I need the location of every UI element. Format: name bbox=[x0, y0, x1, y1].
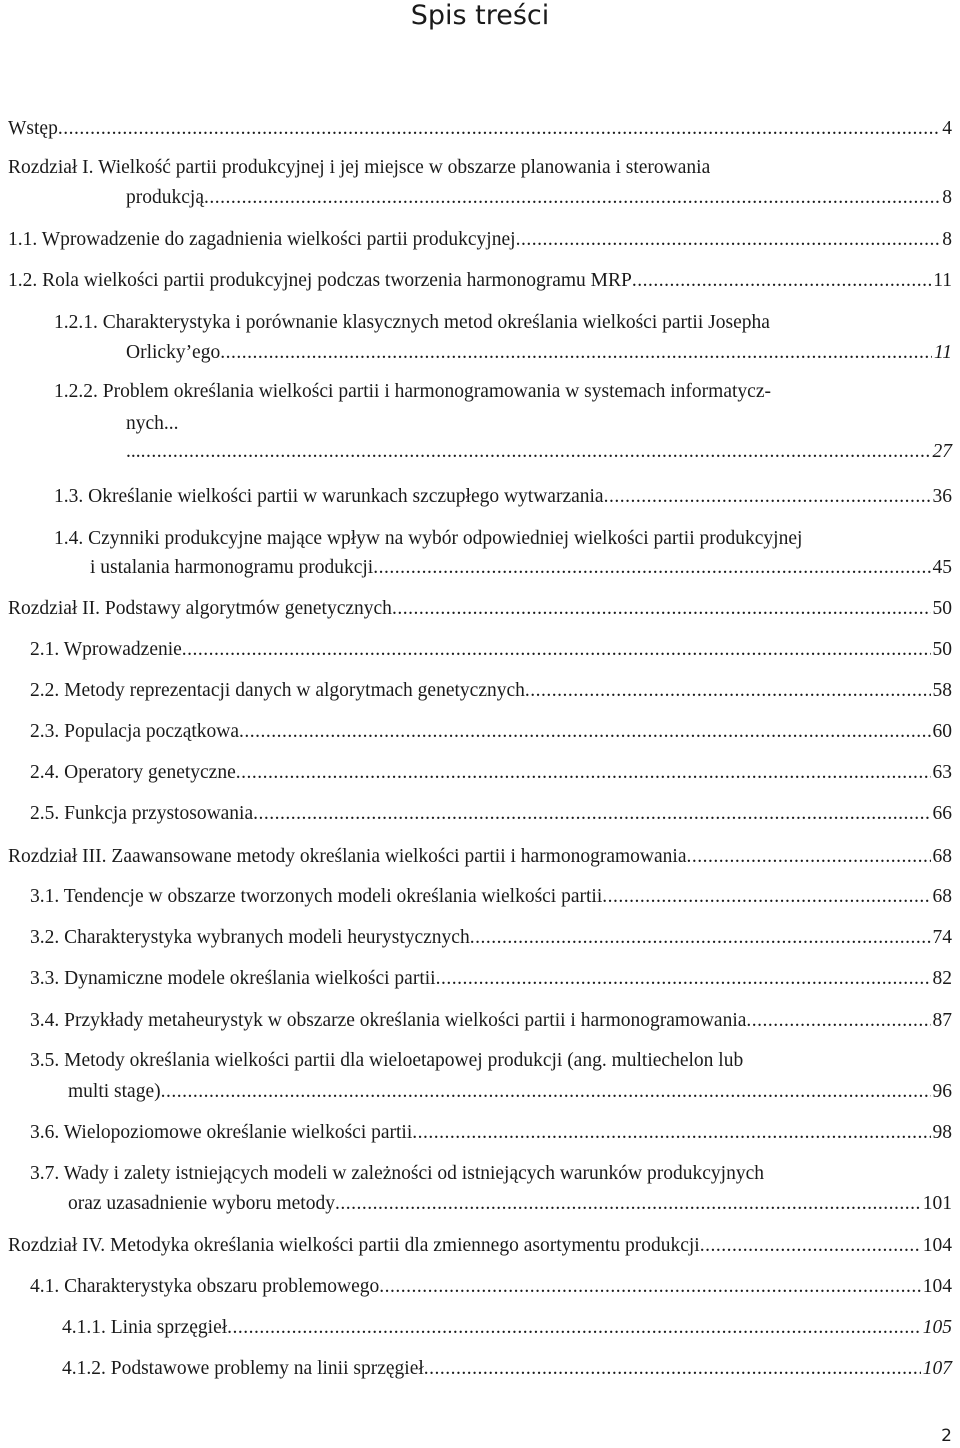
dot-leader bbox=[632, 269, 931, 293]
toc-entry-page: 96 bbox=[932, 1081, 952, 1102]
dot-leader bbox=[602, 885, 930, 909]
toc-entry[interactable] bbox=[54, 380, 771, 404]
dot-leader bbox=[516, 228, 941, 252]
dot-leader bbox=[335, 1192, 921, 1216]
toc-entry-page: 36 bbox=[932, 486, 952, 507]
toc-entry-text: produkcją bbox=[126, 187, 204, 208]
toc-entry[interactable] bbox=[8, 228, 952, 252]
toc-entry[interactable] bbox=[8, 156, 710, 180]
dot-leader bbox=[436, 967, 931, 991]
toc-entry-page: 27 bbox=[932, 441, 952, 462]
toc-entry-page: 74 bbox=[932, 927, 952, 948]
toc-entry[interactable] bbox=[54, 527, 802, 551]
toc-entry-text: Rozdział III. Zaawansowane metody określania wielkości partii i harmonogramowania bbox=[8, 846, 687, 867]
toc-entry-continuation[interactable] bbox=[68, 1080, 952, 1104]
toc-entry-text: 1.2.1. Charakterystyka i porównanie klasycznych metod określania wielkości partii Josepha bbox=[54, 312, 770, 333]
toc-entry-page: 82 bbox=[932, 968, 952, 989]
toc-entry-page: 87 bbox=[932, 1010, 952, 1031]
dot-leader bbox=[746, 1009, 930, 1033]
toc-entry-page: 104 bbox=[922, 1276, 952, 1297]
toc-entry-continuation[interactable] bbox=[126, 186, 952, 210]
toc-entry-page: 58 bbox=[932, 680, 952, 701]
toc-entry-text: 3.4. Przykłady metaheurystyk w obszarze określania wielkości partii i harmonogramowania bbox=[30, 1010, 747, 1031]
toc-entry-text: 1.1. Wprowadzenie do zagadnienia wielkości partii produkcyjnej bbox=[8, 229, 516, 250]
dot-leader bbox=[604, 485, 931, 509]
toc-entry-text: 3.5. Metody określania wielkości partii dla wieloetapowej produkcji (ang. multiechelon lub bbox=[30, 1050, 744, 1071]
toc-entry[interactable] bbox=[8, 117, 952, 141]
dot-leader bbox=[392, 597, 931, 621]
toc-entry-text: 4.1.2. Podstawowe problemy na linii sprzęgieł bbox=[62, 1358, 424, 1379]
toc-entry-continuation[interactable] bbox=[126, 440, 952, 464]
toc-entry-text: 4.1.1. Linia sprzęgieł bbox=[62, 1317, 228, 1338]
dot-leader bbox=[686, 845, 930, 869]
dot-leader bbox=[141, 440, 931, 464]
toc-entry-text: Rozdział I. Wielkość partii produkcyjnej i jej miejsce w obszarze planowania i sterowania bbox=[8, 157, 711, 178]
toc-entry-page: 107 bbox=[922, 1358, 952, 1379]
toc-entry-continuation[interactable] bbox=[126, 412, 179, 436]
toc-entry[interactable] bbox=[30, 1275, 952, 1299]
dot-leader bbox=[227, 1316, 921, 1340]
toc-entry-page: 105 bbox=[922, 1317, 952, 1338]
toc-entry-text: 1.3. Określanie wielkości partii w warunkach szczupłego wytwarzania bbox=[54, 486, 604, 507]
dot-leader bbox=[204, 186, 940, 210]
toc-entry-page: 68 bbox=[932, 886, 952, 907]
dot-leader bbox=[424, 1357, 921, 1381]
toc-entry-text: 1.2. Rola wielkości partii produkcyjnej podczas tworzenia harmonogramu MRP bbox=[8, 270, 632, 291]
toc-entry-page: 8 bbox=[942, 229, 952, 250]
toc-entry[interactable] bbox=[8, 269, 952, 293]
toc-entry[interactable] bbox=[30, 679, 952, 703]
toc-entry-text: oraz uzasadnienie wyboru metody bbox=[68, 1193, 335, 1214]
dot-leader bbox=[525, 679, 931, 703]
toc-entry-page: 4 bbox=[942, 118, 952, 139]
page-number: 2 bbox=[941, 1426, 952, 1446]
toc-entry-text: Rozdział IV. Metodyka określania wielkości partii dla zmiennego asortymentu produkcji bbox=[8, 1235, 700, 1256]
toc-entry-text: 2.2. Metody reprezentacji danych w algorytmach genetycznych bbox=[30, 680, 525, 701]
toc-entry[interactable] bbox=[30, 720, 952, 744]
toc-entry-page: 63 bbox=[932, 762, 952, 783]
toc-entry-continuation[interactable] bbox=[68, 1192, 952, 1216]
toc-entry[interactable] bbox=[30, 1049, 743, 1073]
dot-leader bbox=[182, 638, 931, 662]
toc-entry-text: Rozdział II. Podstawy algorytmów genetycznych bbox=[8, 598, 392, 619]
toc-entry[interactable] bbox=[30, 1162, 764, 1186]
toc-entry-text: Orlicky’ego bbox=[126, 342, 221, 363]
toc-entry-text: 1.2.2. Problem określania wielkości partii i harmonogramowania w systemach informatycz- bbox=[54, 381, 771, 402]
toc-entry-text: i ustalania harmonogramu produkcji bbox=[90, 557, 374, 578]
page-title: Spis treści bbox=[410, 0, 550, 31]
toc-entry-page: 11 bbox=[933, 270, 952, 291]
toc-entry-continuation[interactable] bbox=[90, 556, 952, 580]
toc-entry-page: 101 bbox=[922, 1193, 952, 1214]
toc-entry-text: 3.1. Tendencje w obszarze tworzonych modeli określania wielkości partii bbox=[30, 886, 603, 907]
toc-entry[interactable] bbox=[30, 761, 952, 785]
toc-entry[interactable] bbox=[54, 485, 952, 509]
toc-entry[interactable] bbox=[30, 1009, 952, 1033]
toc-entry-page: 60 bbox=[932, 721, 952, 742]
toc-entry[interactable] bbox=[8, 845, 952, 869]
toc-entry-page: 8 bbox=[942, 187, 952, 208]
toc-entry[interactable] bbox=[62, 1357, 952, 1381]
toc-entry-text: 1.4. Czynniki produkcyjne mające wpływ na wybór odpowiedniej wielkości partii produkcyjnej bbox=[54, 528, 803, 549]
toc-entry-page: 45 bbox=[932, 557, 952, 578]
toc-entry-text: nych... bbox=[126, 413, 179, 434]
toc-entry-text: 3.7. Wady i zalety istniejących modeli w zależności od istniejących warunków produkcyjnych bbox=[30, 1163, 764, 1184]
dot-leader bbox=[379, 1275, 920, 1299]
toc-entry-page: 68 bbox=[932, 846, 952, 867]
toc-entry[interactable] bbox=[62, 1316, 952, 1340]
toc-entry[interactable] bbox=[30, 638, 952, 662]
dot-leader bbox=[236, 761, 931, 785]
toc-entry-page: 66 bbox=[932, 803, 952, 824]
dot-leader bbox=[470, 926, 931, 950]
toc-entry-text: 3.3. Dynamiczne modele określania wielkości partii bbox=[30, 968, 436, 989]
toc-entry-text: Wstęp bbox=[8, 118, 58, 139]
toc-entry[interactable] bbox=[30, 885, 952, 909]
dot-leader bbox=[58, 117, 940, 141]
dot-leader bbox=[412, 1121, 930, 1145]
toc-entry-text: ... bbox=[126, 441, 141, 462]
toc-entry-page: 50 bbox=[932, 639, 952, 660]
dot-leader bbox=[253, 802, 930, 826]
toc-entry[interactable] bbox=[8, 597, 952, 621]
toc-entry-page: 104 bbox=[922, 1235, 952, 1256]
toc-entry[interactable] bbox=[8, 1234, 952, 1258]
toc-entry[interactable] bbox=[30, 967, 952, 991]
toc-entry-text: 2.1. Wprowadzenie bbox=[30, 639, 182, 660]
toc-entry-continuation[interactable] bbox=[126, 341, 952, 365]
toc-entry[interactable] bbox=[30, 926, 952, 950]
dot-leader bbox=[220, 341, 932, 365]
toc-entry[interactable] bbox=[30, 1121, 952, 1145]
toc-entry[interactable] bbox=[54, 311, 770, 335]
toc-entry-text: 2.5. Funkcja przystosowania bbox=[30, 803, 254, 824]
dot-leader bbox=[161, 1080, 931, 1104]
toc-entry-page: 11 bbox=[933, 342, 952, 363]
toc-entry-text: 2.3. Populacja początkowa bbox=[30, 721, 240, 742]
dot-leader bbox=[239, 720, 930, 744]
toc-entry-page: 98 bbox=[932, 1122, 952, 1143]
toc-entry-page: 50 bbox=[932, 598, 952, 619]
toc-entry-text: 3.2. Charakterystyka wybranych modeli heurystycznych bbox=[30, 927, 470, 948]
toc-entry-text: 4.1. Charakterystyka obszaru problemowego bbox=[30, 1276, 380, 1297]
toc-entry[interactable] bbox=[30, 802, 952, 826]
dot-leader bbox=[700, 1234, 921, 1258]
toc-entry-text: 3.6. Wielopoziomowe określanie wielkości partii bbox=[30, 1122, 413, 1143]
dot-leader bbox=[373, 556, 930, 580]
toc-entry-text: 2.4. Operatory genetyczne bbox=[30, 762, 236, 783]
toc-entry-text: multi stage) bbox=[68, 1081, 161, 1102]
